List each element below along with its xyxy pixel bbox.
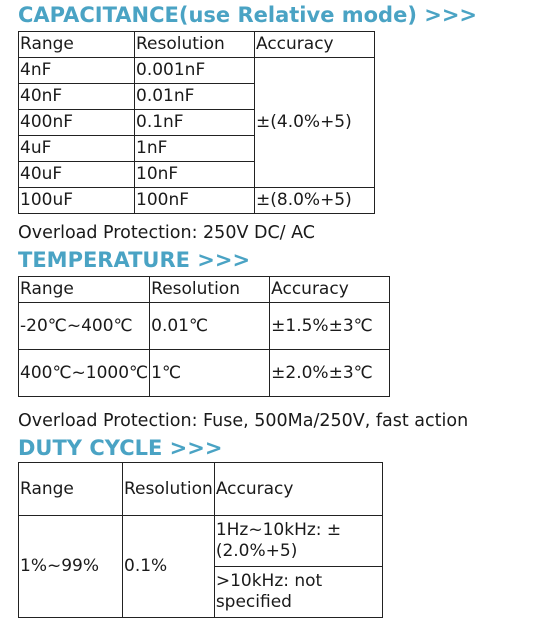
resolution-cell: 0.1nF xyxy=(135,110,255,136)
resolution-cell: 1nF xyxy=(135,136,255,162)
range-cell: 1%~99% xyxy=(19,516,123,618)
range-cell: 40uF xyxy=(19,162,135,188)
header-resolution: Resolution xyxy=(150,277,270,303)
table-row xyxy=(19,58,375,84)
accuracy-cell: >10kHz: not specified xyxy=(214,567,382,618)
table-header-row xyxy=(19,277,390,303)
duty-cycle-title: DUTY CYCLE >>> xyxy=(18,436,223,460)
header-accuracy: Accuracy xyxy=(255,32,375,58)
resolution-cell: 10nF xyxy=(135,162,255,188)
capacitance-title: CAPACITANCE(use Relative mode) >>> xyxy=(18,3,478,27)
range-cell: 4uF xyxy=(19,136,135,162)
resolution-cell: 0.1% xyxy=(123,516,215,618)
range-cell: 4nF xyxy=(19,58,135,84)
capacitance-table xyxy=(18,31,375,214)
range-cell: 400℃~1000℃ xyxy=(19,350,150,397)
table-header-row xyxy=(19,463,383,516)
resolution-cell: 0.01℃ xyxy=(150,303,270,350)
accuracy-cell: ±1.5%±3℃ xyxy=(270,303,390,350)
accuracy-cell: 1Hz~10kHz: ±(2.0%+5) xyxy=(214,516,382,567)
resolution-cell: 0.01nF xyxy=(135,84,255,110)
resolution-cell: 0.001nF xyxy=(135,58,255,84)
accuracy-cell: ±2.0%±3℃ xyxy=(270,350,390,397)
accuracy-cell: ±(8.0%+5) xyxy=(255,188,375,214)
header-accuracy: Accuracy xyxy=(214,463,382,516)
table-row xyxy=(19,516,383,567)
header-range: Range xyxy=(19,277,150,303)
table-row xyxy=(19,303,390,350)
header-range: Range xyxy=(19,463,123,516)
range-cell: 100uF xyxy=(19,188,135,214)
header-accuracy: Accuracy xyxy=(270,277,390,303)
table-row xyxy=(19,188,375,214)
range-cell: 40nF xyxy=(19,84,135,110)
temperature-table xyxy=(18,276,390,397)
header-resolution: Resolution xyxy=(135,32,255,58)
range-cell: 400nF xyxy=(19,110,135,136)
table-header-row xyxy=(19,32,375,58)
header-range: Range xyxy=(19,32,135,58)
accuracy-cell: ±(4.0%+5) xyxy=(255,58,375,188)
resolution-cell: 1℃ xyxy=(150,350,270,397)
temperature-overload-note: Overload Protection: Fuse, 500Ma/250V, fast action xyxy=(18,411,469,431)
header-resolution: Resolution xyxy=(123,463,215,516)
table-row xyxy=(19,350,390,397)
resolution-cell: 100nF xyxy=(135,188,255,214)
temperature-title: TEMPERATURE >>> xyxy=(18,248,251,272)
range-cell: -20℃~400℃ xyxy=(19,303,150,350)
capacitance-overload-note: Overload Protection: 250V DC/ AC xyxy=(18,223,316,243)
duty-cycle-table xyxy=(18,462,383,618)
